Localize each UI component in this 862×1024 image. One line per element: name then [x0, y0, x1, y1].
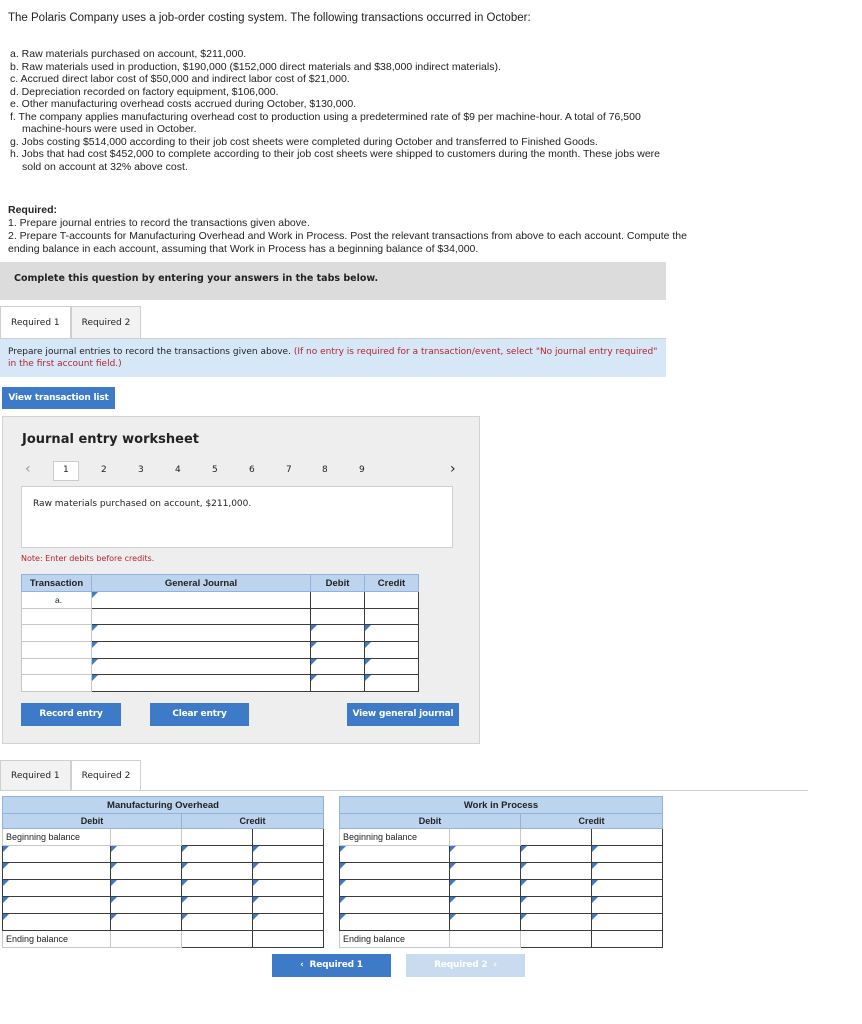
page-6[interactable]: 6 [249, 465, 255, 475]
credit-account-field[interactable] [182, 880, 253, 897]
transaction-item: f. The company applies manufacturing overhead cost to production using a predetermined rate of $9 per machine-hour. A total of 76,500 machine-hours were used in October. [10, 110, 641, 135]
credit-amount-input[interactable] [253, 897, 324, 914]
credit-account-field[interactable] [521, 914, 592, 931]
problem-intro: The Polaris Company uses a job-order costing system. The following transactions occurred in October: [8, 12, 531, 24]
debit-account-field[interactable] [340, 914, 450, 931]
tab-divider [0, 790, 808, 791]
credit-input[interactable] [365, 625, 419, 642]
col-transaction: Transaction [22, 575, 92, 592]
tab-required-1[interactable]: Required 1 [0, 306, 71, 338]
page-2[interactable]: 2 [101, 465, 107, 475]
col-debit: Debit [311, 575, 365, 592]
transaction-item: a. Raw materials purchased on account, $211,000. [10, 48, 247, 60]
account-field[interactable] [92, 658, 311, 675]
debit-input[interactable] [311, 625, 365, 642]
beginning-balance-label: Beginning balance [3, 829, 111, 846]
t-account-manufacturing-overhead [2, 796, 324, 948]
credit-input[interactable] [365, 608, 419, 625]
ending-balance-label: Ending balance [340, 931, 450, 948]
credit-account-field[interactable] [521, 880, 592, 897]
ending-balance-field[interactable] [182, 931, 253, 948]
debit-account-field[interactable] [340, 846, 450, 863]
credit-account-field[interactable] [521, 829, 592, 846]
credit-input[interactable] [365, 642, 419, 659]
debit-amount-input[interactable] [111, 880, 182, 897]
debit-amount-input[interactable] [450, 846, 521, 863]
transaction-item: b. Raw materials used in production, $190,000 ($152,000 direct materials and $38,000 indirect materials). [10, 60, 501, 73]
t-account-credit-header: Credit [521, 814, 663, 829]
view-general-journal-button[interactable]: View general journal [347, 703, 459, 726]
credit-account-field[interactable] [182, 829, 253, 846]
credit-account-field[interactable] [182, 846, 253, 863]
col-general-journal: General Journal [92, 575, 311, 592]
debit-account-field[interactable] [3, 897, 111, 914]
transaction-item: e. Other manufacturing overhead costs accrued during October, $130,000. [10, 98, 357, 110]
beginning-balance-value [111, 829, 182, 846]
table-row [3, 863, 324, 880]
account-field[interactable] [92, 592, 311, 609]
credit-amount-input[interactable] [592, 914, 663, 931]
table-row [3, 931, 324, 948]
debit-amount-input[interactable] [111, 914, 182, 931]
debit-input[interactable] [311, 608, 365, 625]
table-row [22, 592, 419, 609]
transaction-cell [22, 658, 92, 675]
account-field[interactable] [92, 625, 311, 642]
table-row [3, 846, 324, 863]
account-field[interactable] [92, 608, 311, 625]
ending-balance-input[interactable] [592, 931, 663, 948]
table-row [22, 625, 419, 642]
credit-account-field[interactable] [521, 863, 592, 880]
transaction-list [8, 48, 678, 173]
credit-amount-input[interactable] [592, 863, 663, 880]
debit-amount-input[interactable] [111, 846, 182, 863]
credit-amount-input[interactable] [592, 880, 663, 897]
required-tabs-top [0, 306, 141, 338]
transaction-cell: a. [22, 592, 92, 609]
debit-amount-input[interactable] [450, 880, 521, 897]
ending-balance-label: Ending balance [3, 931, 111, 948]
journal-entry-worksheet [2, 416, 480, 744]
chevron-left-icon: ‹ [300, 960, 310, 970]
debit-amount-input[interactable] [450, 914, 521, 931]
debit-input[interactable] [311, 658, 365, 675]
worksheet-pager [23, 461, 463, 481]
debit-account-field[interactable] [340, 880, 450, 897]
table-row [340, 829, 663, 846]
transaction-cell [22, 675, 92, 692]
debit-input[interactable] [311, 642, 365, 659]
table-row [340, 863, 663, 880]
tab-required-2[interactable]: Required 2 [71, 306, 142, 338]
account-field[interactable] [92, 642, 311, 659]
transaction-cell [22, 608, 92, 625]
table-row [340, 931, 663, 948]
debit-input[interactable] [311, 675, 365, 692]
next-required-label: Required 2 [434, 960, 488, 970]
required-heading: Required: [8, 204, 58, 216]
transaction-item: h. Jobs that had cost $452,000 to complete according to their job cost sheets were shipped to customers during the month. These jobs were sold on account at 32% above cost. [10, 148, 661, 173]
page-5[interactable]: 5 [212, 465, 218, 475]
table-row [340, 846, 663, 863]
credit-account-field[interactable] [521, 846, 592, 863]
t-account-title: Manufacturing Overhead [3, 797, 324, 814]
chevron-right-icon: › [487, 960, 497, 970]
transaction-cell [22, 642, 92, 659]
ending-balance-value [111, 931, 182, 948]
table-row [22, 642, 419, 659]
page-9[interactable]: 9 [359, 465, 365, 475]
instruction-banner [0, 339, 666, 377]
table-row [340, 880, 663, 897]
t-account-work-in-process [339, 796, 663, 948]
table-row [340, 897, 663, 914]
page-1[interactable]: 1 [63, 465, 69, 475]
t-account-credit-header: Credit [182, 814, 324, 829]
table-row [340, 914, 663, 931]
required-tabs-bottom [0, 760, 141, 790]
record-entry-button[interactable]: Record entry [21, 703, 121, 726]
clear-entry-button[interactable]: Clear entry [150, 703, 249, 726]
transaction-item: d. Depreciation recorded on factory equipment, $106,000. [10, 85, 279, 98]
required-section [8, 204, 688, 256]
credit-account-field[interactable] [521, 897, 592, 914]
credit-amount-input[interactable] [253, 914, 324, 931]
ending-balance-value [450, 931, 521, 948]
t-account-debit-header: Debit [340, 814, 521, 829]
worksheet-title: Journal entry worksheet [22, 432, 199, 447]
debits-note: Note: Enter debits before credits. [21, 554, 155, 563]
transaction-description: Raw materials purchased on account, $211,000. [21, 486, 453, 548]
debit-account-field[interactable] [3, 846, 111, 863]
table-row [22, 658, 419, 675]
complete-question-banner: Complete this question by entering your answers in the tabs below. [0, 262, 666, 300]
page-7[interactable]: 7 [286, 465, 292, 475]
journal-entry-table [21, 574, 419, 692]
debit-amount-input[interactable] [111, 897, 182, 914]
beginning-balance-label: Beginning balance [340, 829, 450, 846]
table-row [3, 897, 324, 914]
required-1-text: 1. Prepare journal entries to record the transactions given above. [8, 217, 310, 229]
credit-amount-input[interactable] [592, 829, 663, 846]
ending-balance-field[interactable] [521, 931, 592, 948]
credit-amount-input[interactable] [253, 829, 324, 846]
credit-input[interactable] [365, 658, 419, 675]
table-row [22, 675, 419, 692]
credit-amount-input[interactable] [592, 897, 663, 914]
chevron-right-icon[interactable]: › [450, 461, 456, 477]
credit-amount-input[interactable] [253, 880, 324, 897]
credit-account-field[interactable] [182, 897, 253, 914]
chevron-left-icon[interactable]: ‹ [25, 461, 31, 477]
credit-amount-input[interactable] [253, 846, 324, 863]
prev-required-button[interactable] [272, 954, 391, 977]
page-8[interactable]: 8 [322, 465, 328, 475]
table-row [3, 880, 324, 897]
credit-account-field[interactable] [182, 863, 253, 880]
credit-amount-input[interactable] [253, 863, 324, 880]
tab-required-2[interactable]: Required 2 [71, 760, 142, 790]
next-required-button[interactable] [406, 954, 525, 977]
ending-balance-input[interactable] [253, 931, 324, 948]
transaction-item: c. Accrued direct labor cost of $50,000 and indirect labor cost of $21,000. [10, 73, 350, 85]
debit-account-field[interactable] [340, 897, 450, 914]
credit-amount-input[interactable] [592, 846, 663, 863]
debit-input[interactable] [311, 592, 365, 609]
col-credit: Credit [365, 575, 419, 592]
beginning-balance-value [450, 829, 521, 846]
debit-account-field[interactable] [3, 914, 111, 931]
debit-amount-input[interactable] [450, 897, 521, 914]
transaction-cell [22, 625, 92, 642]
view-transaction-list-button[interactable]: View transaction list [2, 387, 115, 409]
table-row [3, 914, 324, 931]
table-row [22, 608, 419, 625]
table-row [3, 829, 324, 846]
debit-amount-input[interactable] [450, 863, 521, 880]
transaction-item: g. Jobs costing $514,000 according to their job cost sheets were completed during October and transferred to Finished Goods. [10, 135, 598, 148]
instruction-text: Prepare journal entries to record the transactions given above. [8, 347, 294, 357]
debit-account-field[interactable] [3, 863, 111, 880]
credit-input[interactable] [365, 592, 419, 609]
credit-account-field[interactable] [182, 914, 253, 931]
prev-required-label: Required 1 [309, 960, 363, 970]
tab-required-1[interactable]: Required 1 [0, 760, 71, 790]
debit-amount-input[interactable] [111, 863, 182, 880]
page-4[interactable]: 4 [175, 465, 181, 475]
instruction-note: (If no entry is required for a transaction/event, select "No journal entry required" in the first account field.) [8, 347, 658, 369]
account-field[interactable] [92, 675, 311, 692]
t-account-title: Work in Process [340, 797, 663, 814]
debit-account-field[interactable] [3, 880, 111, 897]
t-account-debit-header: Debit [3, 814, 182, 829]
credit-input[interactable] [365, 675, 419, 692]
page-3[interactable]: 3 [138, 465, 144, 475]
debit-account-field[interactable] [340, 863, 450, 880]
required-2-text: 2. Prepare T-accounts for Manufacturing Overhead and Work in Process. Post the relevant transactions from above to each account. Compute the ending balance in each account, assuming that Work in Process has a beginning balance of $34,000. [8, 230, 687, 255]
